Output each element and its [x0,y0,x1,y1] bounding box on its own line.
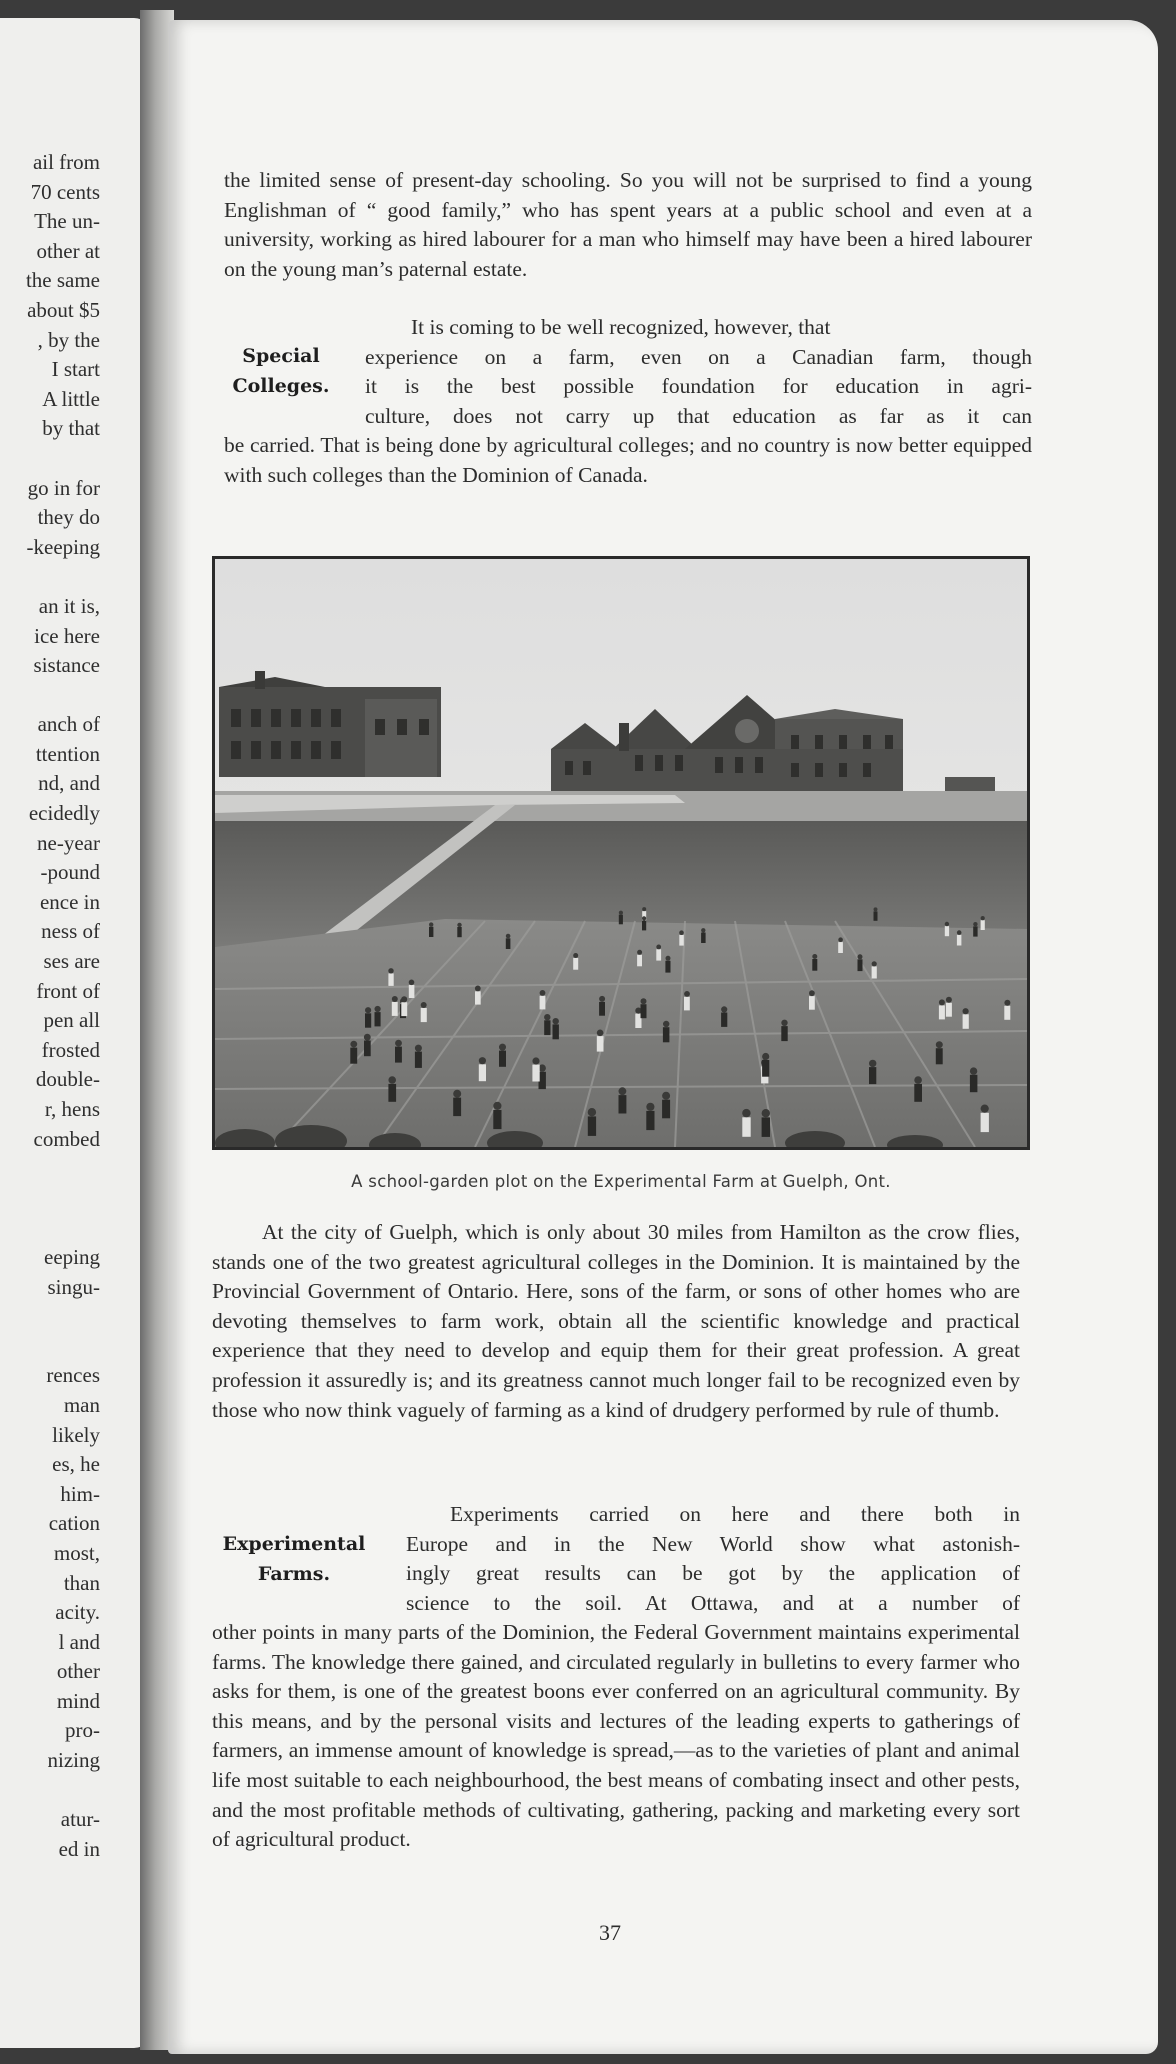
previous-page-line: him- [60,1481,100,1506]
child-figure [375,1006,381,1027]
previous-page [0,18,152,2048]
previous-page-line: ttention [35,741,100,766]
child-figure [869,1060,876,1084]
child-figure [963,1008,969,1029]
child-figure [475,986,481,1005]
child-figure [540,990,546,1009]
child-figure [641,998,647,1018]
child-figure [721,1006,727,1027]
child-figure [457,923,461,938]
child-figure [364,1034,371,1056]
child-figure [637,950,642,967]
page-number: 37 [599,1920,621,1945]
previous-page-line: front of [36,978,100,1003]
child-figure [781,1020,787,1042]
previous-page-line: the same [25,268,100,293]
previous-page-line: -pound [40,860,100,885]
child-figure [395,1040,402,1063]
child-figure [506,934,511,949]
previous-page-line: cation [48,1511,100,1536]
paragraph-guelph: At the city of Guelph, which is only about 30 miles from Hamilton as the crow flies, stands one of the two greatest agricultural colleges in the Dominion. It is maintained by the Provincial Government of Ontario. Here, sons of the farm, or sons of other homes who are devoting themselves to farm work, obtain all the scientific knowledge and practical experience that they need to develop and equip them for their great profession. A great profession it assuredly is; and its greatness cannot much longer fail to be recognized even by those who now think vaguely of farming as a kind of drudgery performed by rule of thumb. [212,1220,1020,1422]
side-heading-special-colleges: Special Colleges. [232,345,330,397]
photo-caption: A school-garden plot on the Experimental Farm at Guelph, Ont. [351,1172,891,1191]
child-figure [619,1087,627,1113]
child-figure [838,937,843,953]
previous-page-line: ne-year [37,830,100,855]
previous-page-line: l and [58,1629,100,1654]
child-figure [642,916,646,930]
child-figure [809,990,815,1009]
previous-page-line: other [56,1659,100,1684]
child-figure [350,1041,357,1064]
previous-page-line: sistance [33,653,100,678]
previous-page-line: eeping [44,1244,100,1269]
paragraph-experimental-farms-wrapped: Experiments carried on here and there both in Europe and in the New World show what astonish- ingly great results can be got by the application of science to the soil. At Ottawa, and at a number of [406,1502,1020,1615]
child-figure [762,1053,769,1077]
previous-page-text [26,148,100,1864]
child-figure [453,1090,461,1116]
previous-page-line: combed [33,1126,100,1151]
child-figure [957,930,962,945]
child-figure [388,968,393,986]
child-figure [970,1067,978,1092]
child-figure [409,980,415,999]
child-figure [812,954,817,971]
child-figure [679,930,684,945]
previous-page-line [26,1184,100,1214]
child-figure [973,922,977,937]
child-figure [479,1057,486,1081]
previous-page-line [26,681,100,711]
child-figure [701,928,706,943]
previous-page-line: nd, and [38,771,100,796]
previous-page-line: anch of [37,712,100,737]
child-figure [646,1103,654,1130]
previous-page-line: most, [53,1540,100,1565]
previous-page-line: ecidedly [28,801,100,826]
child-figure [663,1021,670,1043]
previous-page-line: ence in [39,889,100,914]
paragraph-intro: the limited sense of present-day schooling. So you will not be surprised to find a young Englishman of “ good family,” who has spent years at a public school and even at a university, working as hired labourer for a man who himself may have been a hired labourer on the young man’s paternal estate. [224,168,1032,281]
previous-page-line [26,1302,100,1332]
previous-page-line: ses are [43,949,100,974]
child-figure [392,996,398,1016]
child-figure [588,1108,596,1136]
previous-page-line: they do [37,505,100,530]
previous-page-line: A little [42,386,100,411]
previous-page-line: than [63,1570,100,1595]
child-figure [662,1092,670,1119]
previous-page-line [26,562,100,592]
previous-page-line: I start [51,357,100,382]
child-figure [599,996,605,1016]
child-figure [544,1014,550,1035]
child-figure [415,1045,422,1068]
paragraph-experimental-farms: other points in many parts of the Dominion, the Federal Government maintains experimental farms. The knowledge there gained, and circulated regularly in bulletins to every farmer who asks for them, is one of the greatest boons ever conferred on an agricultural community. By this means, and by the personal visits and lectures of the leading experts to gatherings of farmers, an immense amount of knowledge is spread,—as to the varieties of plant and animal life most suitable to each neighbourhood, the best means of combating insect and other pests, and the most profitable methods of cultivating, gathering, packing and marketing every sort of agricultural product. [212,1620,1020,1852]
previous-page-line: acity. [55,1600,100,1625]
child-figure [684,991,690,1010]
previous-page-line: ed in [58,1836,100,1861]
child-figure [597,1030,604,1052]
previous-page-line: man [63,1392,100,1417]
child-figure [665,956,670,973]
previous-page-line [26,1332,100,1362]
child-figure [429,922,433,937]
previous-page-line: about $5 [27,297,100,322]
paragraph-special-colleges-wrapped: It is coming to be well recognized, however, that experience on a farm, even on a Canadian farm, though it is the best possible foundation for education in agri- culture, does not carry up that education as far as it can [365,315,1032,428]
previous-page-line: , by the [37,327,100,352]
previous-page-line [26,1154,100,1184]
paragraph-special-colleges: be carried. That is being done by agricultural colleges; and no country is now better equipped with such colleges than the Dominion of Canada. [224,433,1032,487]
child-figure [945,922,949,936]
side-heading-experimental-farms: Experimental Farms. [222,1533,366,1585]
previous-page-line: an it is, [38,593,100,618]
child-figure [874,907,878,920]
child-figure [553,1018,559,1039]
previous-page-line: mind [56,1688,100,1713]
child-figure [914,1076,922,1102]
previous-page-line: The un- [34,209,100,234]
previous-page-line: es, he [52,1452,100,1477]
child-figure [532,1057,539,1081]
previous-page-line: frosted [41,1037,100,1062]
child-figure [742,1109,751,1137]
previous-page-line: nizing [47,1748,100,1773]
child-figure [939,999,945,1019]
child-figure [421,1002,427,1022]
child-figure [858,954,863,971]
previous-page-line [26,1776,100,1806]
child-figure [499,1044,506,1067]
child-figure [1004,1000,1010,1020]
previous-page-line: -keeping [26,534,100,559]
previous-page-line [26,444,100,474]
previous-page-line: other at [36,238,100,263]
previous-page-line [26,1213,100,1243]
child-figure [573,953,578,970]
child-figure [946,997,952,1017]
previous-page-line: go in for [27,475,100,500]
child-figure [388,1076,396,1102]
child-figure [401,996,407,1016]
child-figure [981,1105,989,1133]
school-garden-photo [212,556,1030,1150]
previous-page-line: ail from [32,150,100,174]
previous-page-line: by that [42,416,100,441]
child-figure [762,1109,770,1137]
child-figure [493,1102,501,1129]
child-figure [981,916,985,930]
previous-page-line: ice here [34,623,100,648]
child-figure [619,911,623,925]
previous-page-line: pen all [43,1008,100,1033]
previous-page-line: r, hens [44,1097,100,1121]
previous-page-line: ness of [41,919,100,944]
child-figure [872,961,877,978]
previous-page-line: atur- [60,1807,100,1832]
previous-page-line: rences [46,1363,100,1388]
child-figure [936,1041,943,1064]
child-figure [365,1007,371,1028]
previous-page-line: double- [35,1067,100,1092]
previous-page-line: pro- [65,1718,100,1743]
previous-page-line: 70 cents [30,179,100,204]
previous-page-line: singu- [47,1274,100,1299]
previous-page-line: likely [52,1422,100,1447]
child-figure [656,945,661,961]
